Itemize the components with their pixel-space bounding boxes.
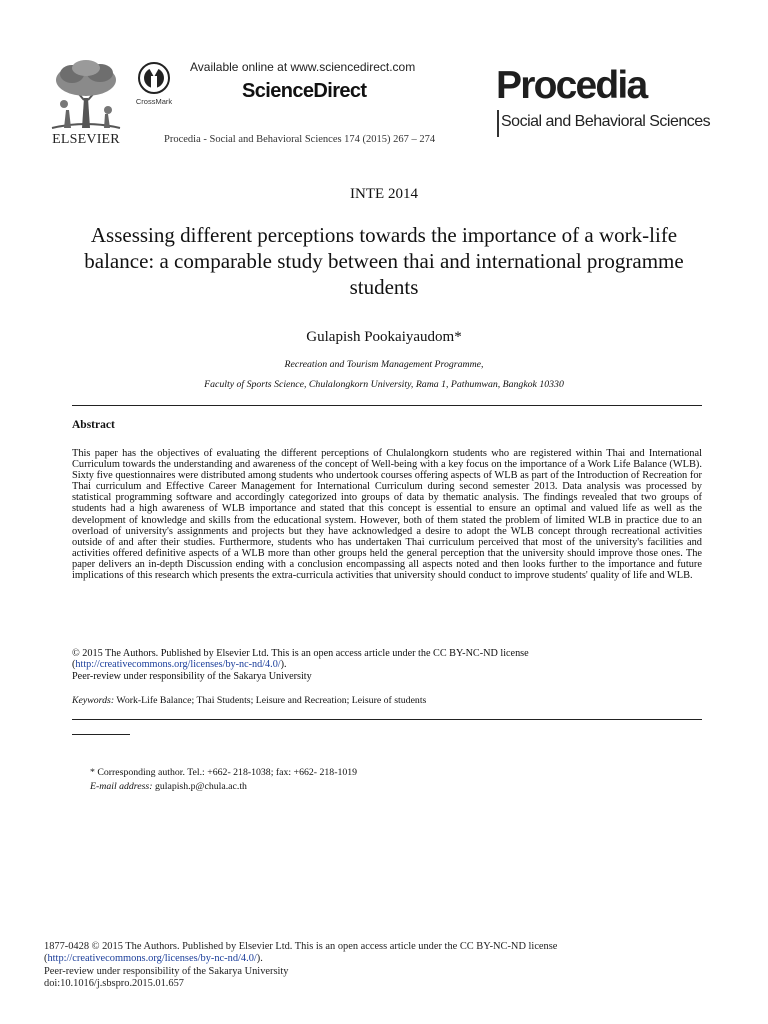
crossmark-label: CrossMark <box>135 97 173 106</box>
keywords-label: Keywords: <box>72 695 115 706</box>
license-statement: © 2015 The Authors. Published by Elsevier Ltd. This is an open access article under the CC BY-NC-ND license <box>72 648 529 659</box>
abstract-license-block <box>72 648 702 682</box>
crossmark-icon[interactable] <box>138 62 170 94</box>
footer-url-open: ( <box>44 953 48 965</box>
abstract-top-rule <box>72 405 702 406</box>
footnote-rule <box>72 734 130 735</box>
conference-name: INTE 2014 <box>350 186 418 202</box>
footer-license-url-line <box>44 953 724 965</box>
peer-review-statement: Peer-review under responsibility of the Sakarya University <box>72 670 312 682</box>
email-label: E-mail address: <box>90 781 153 792</box>
publisher-name: ELSEVIER <box>52 132 120 147</box>
license-url-open: ( <box>72 659 76 671</box>
availability-line[interactable]: Available online at www.sciencedirect.com <box>190 60 416 74</box>
paper-title: Assessing different perceptions towards the importance of a work-life balance: a comparable study between thai and international programme students <box>84 223 684 299</box>
journal-logo: Procedia <box>496 64 647 107</box>
keywords-line <box>72 695 702 706</box>
journal-subtitle: Social and Behavioral Sciences <box>501 113 711 130</box>
keywords-list: Work-Life Balance; Thai Students; Leisure and Recreation; Leisure of students <box>114 695 427 706</box>
author-affiliation-line2: Faculty of Sports Science, Chulalongkorn University, Rama 1, Pathumwan, Bangkok 10330 <box>204 379 564 390</box>
license-url-link[interactable]: http://creativecommons.org/licenses/by-nc-nd/4.0/ <box>75 659 281 671</box>
abstract-bottom-rule <box>72 719 702 720</box>
footer-peer-review: Peer-review under responsibility of the Sakarya University <box>44 965 289 977</box>
abstract-body: This paper has the objectives of evaluating the different perceptions of Chulalongkorn students who are registered within Thai and International Curriculum towards the understanding and awareness of the concept of Well-being with a key focus on the importance of a Work Life Balance (WLB). Sixty five questionnaires were distributed among students who undertook courses offering aspects of WLB as part of the Introduction of Recreation for Thai curriculum and Effective Career Management for International Curriculum during second semester 2013. Data analysis was processed by statistical programming software and accordingly categorized into groups of data by thematic analysis. The findings revealed that two groups of students had a high awareness of WLB importance and stated that this concept is essential to ensure an optimal and valued life as well as the development of knowledge and skills from the educational system. However, both of them stated the problem of limited WLB in practice due to an overload of university's assignments and projects but they have acknowledged a desire to adopt the WLB concept through recreational activities outside of and after their studies. Furthermore, students who has undertaken Thai curriculum perceived that most of the university's facilities and activities offered definitive aspects of a WLB more than other groups held the general perception that the university should improve those ones. The paper delivers an in-depth Discussion ending with a conclusion encompassing all aspects noted and then looks further to the importance and future implications of this research which presents the extra-curricula activities that university should conduct to improve students' quality of life and WLB. <box>72 448 702 582</box>
abstract-heading: Abstract <box>72 419 115 431</box>
author-affiliation-line1: Recreation and Tourism Management Programme, <box>284 359 484 370</box>
page-footer <box>44 941 724 991</box>
email-note <box>90 781 247 792</box>
footer-doi[interactable]: doi:10.1016/j.sbspro.2015.01.657 <box>44 978 184 990</box>
elsevier-tree-logo <box>44 58 128 132</box>
email-address[interactable]: gulapish.p@chula.ac.th <box>152 781 247 792</box>
footer-issn-license: 1877-0428 © 2015 The Authors. Published by Elsevier Ltd. This is an open access article under the CC BY-NC-ND license <box>44 941 558 952</box>
journal-logo-divider <box>497 110 499 137</box>
author-name: Gulapish Pookaiyaudom* <box>306 329 462 345</box>
license-url-close: ). <box>280 659 287 671</box>
footer-license-url-link[interactable]: http://creativecommons.org/licenses/by-nc-nd/4.0/ <box>47 953 257 965</box>
footer-url-close: ). <box>256 953 263 965</box>
corresponding-author-note: * Corresponding author. Tel.: +662- 218-1038; fax: +662- 218-1019 <box>90 767 358 778</box>
journal-citation: Procedia - Social and Behavioral Sciences 174 (2015) 267 – 274 <box>164 134 436 145</box>
license-url-line <box>72 659 702 670</box>
sciencedirect-logo[interactable]: ScienceDirect <box>242 80 367 102</box>
